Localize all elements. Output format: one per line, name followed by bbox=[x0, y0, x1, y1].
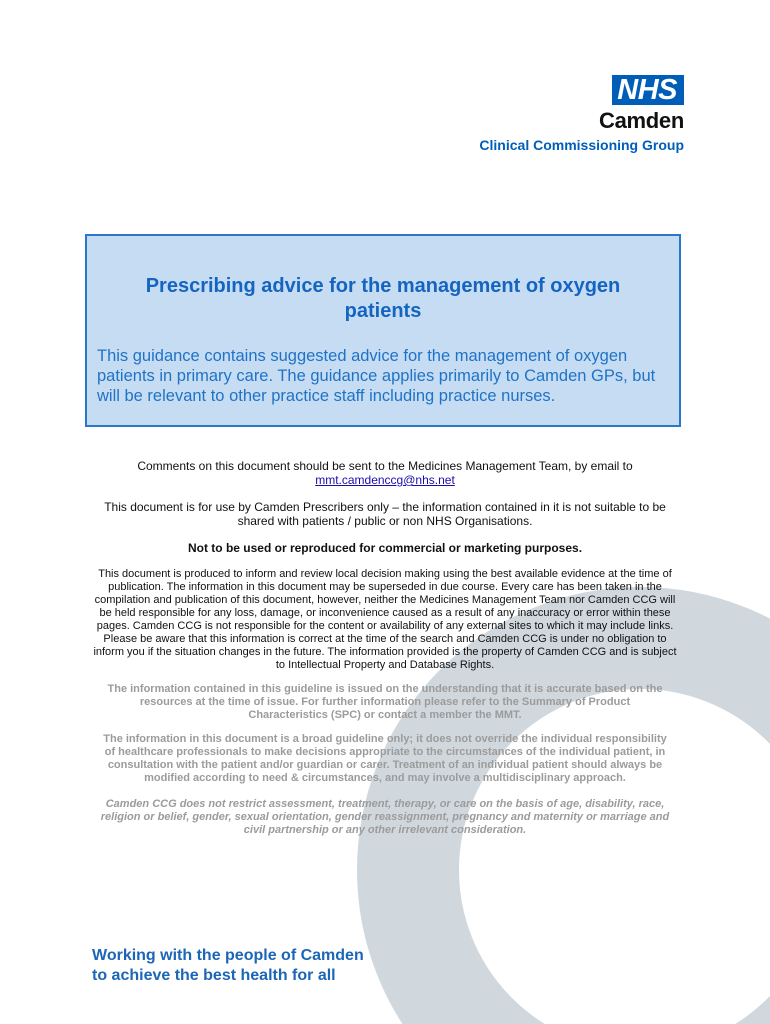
title-banner bbox=[85, 234, 681, 427]
not-for-commercial-notice: Not to be used or reproduced for commercial or marketing purposes. bbox=[187, 541, 583, 555]
slogan-line-1: Working with the people of Camden bbox=[92, 947, 364, 964]
footer-slogan bbox=[92, 946, 364, 986]
equality-paragraph: Camden CCG does not restrict assessment, treatment, therapy, or care on the basis of age, disability, race, religion or belief, gender, sexual orientation, gender reassignment, pregnancy and maternity or marriage and civil partnership or any other irrelevant consideration. bbox=[100, 798, 670, 836]
document-body bbox=[92, 459, 678, 837]
document-title: Prescribing advice for the management of oxygen patients bbox=[145, 275, 621, 322]
slogan-line-2: to achieve the best health for all bbox=[92, 967, 336, 984]
nhs-logo: NHS bbox=[612, 75, 684, 105]
accuracy-paragraph: The information contained in this guideline is issued on the understanding that it is accurate based on the resources at the time of issue. For further information please refer to the Summary of Product Characteristics (SPC) or contact a member the MMT. bbox=[107, 683, 663, 721]
logo-subtitle: Clinical Commissioning Group bbox=[479, 137, 684, 153]
email-link[interactable]: mmt.camdenccg@nhs.net bbox=[315, 473, 455, 487]
comments-paragraph bbox=[92, 459, 678, 487]
nhs-camden-logo bbox=[479, 75, 684, 154]
disclaimer-paragraph: This document is produced to inform and review local decision making using the best available evidence at the time of publication. The information in this document may be superseded in due course. Every care has been taken in the compilation and publication of this document, however, neither the Medicines Management Team nor Camden CCG will be held responsible for any loss, damage, or inconvenience caused as a result of any inaccuracy or error within these pages. Camden CCG is not responsible for the content or availability of any external sites to which it may include links. Please be aware that this information is correct at the time of the search and Camden CCG is under no obligation to inform you if the situation changes in the future. The information provided is the property of Camden CCG and is subject to Intellectual Property and Database Rights. bbox=[93, 568, 677, 671]
comments-text: Comments on this document should be sent to the Medicines Management Team, by email to bbox=[137, 459, 633, 473]
guideline-paragraph: The information in this document is a broad guideline only; it does not override the individual responsibility of healthcare professionals to make decisions appropriate to the circumstances of the individual patient, in consultation with the patient and/or guardian or carer. Treatment of an individual patient should always be modified according to need & circumstances, and may involve a multidisciplinary approach. bbox=[103, 733, 667, 784]
usage-paragraph: This document is for use by Camden Prescribers only – the information contained in it is not suitable to be shared with patients / public or non NHS Organisations. bbox=[104, 500, 666, 528]
logo-org-name: Camden bbox=[599, 108, 684, 133]
document-summary: This guidance contains suggested advice for the management of oxygen patients in primary care. The guidance applies primarily to Camden GPs, but will be relevant to other practice staff including practice nurses. bbox=[97, 347, 656, 405]
